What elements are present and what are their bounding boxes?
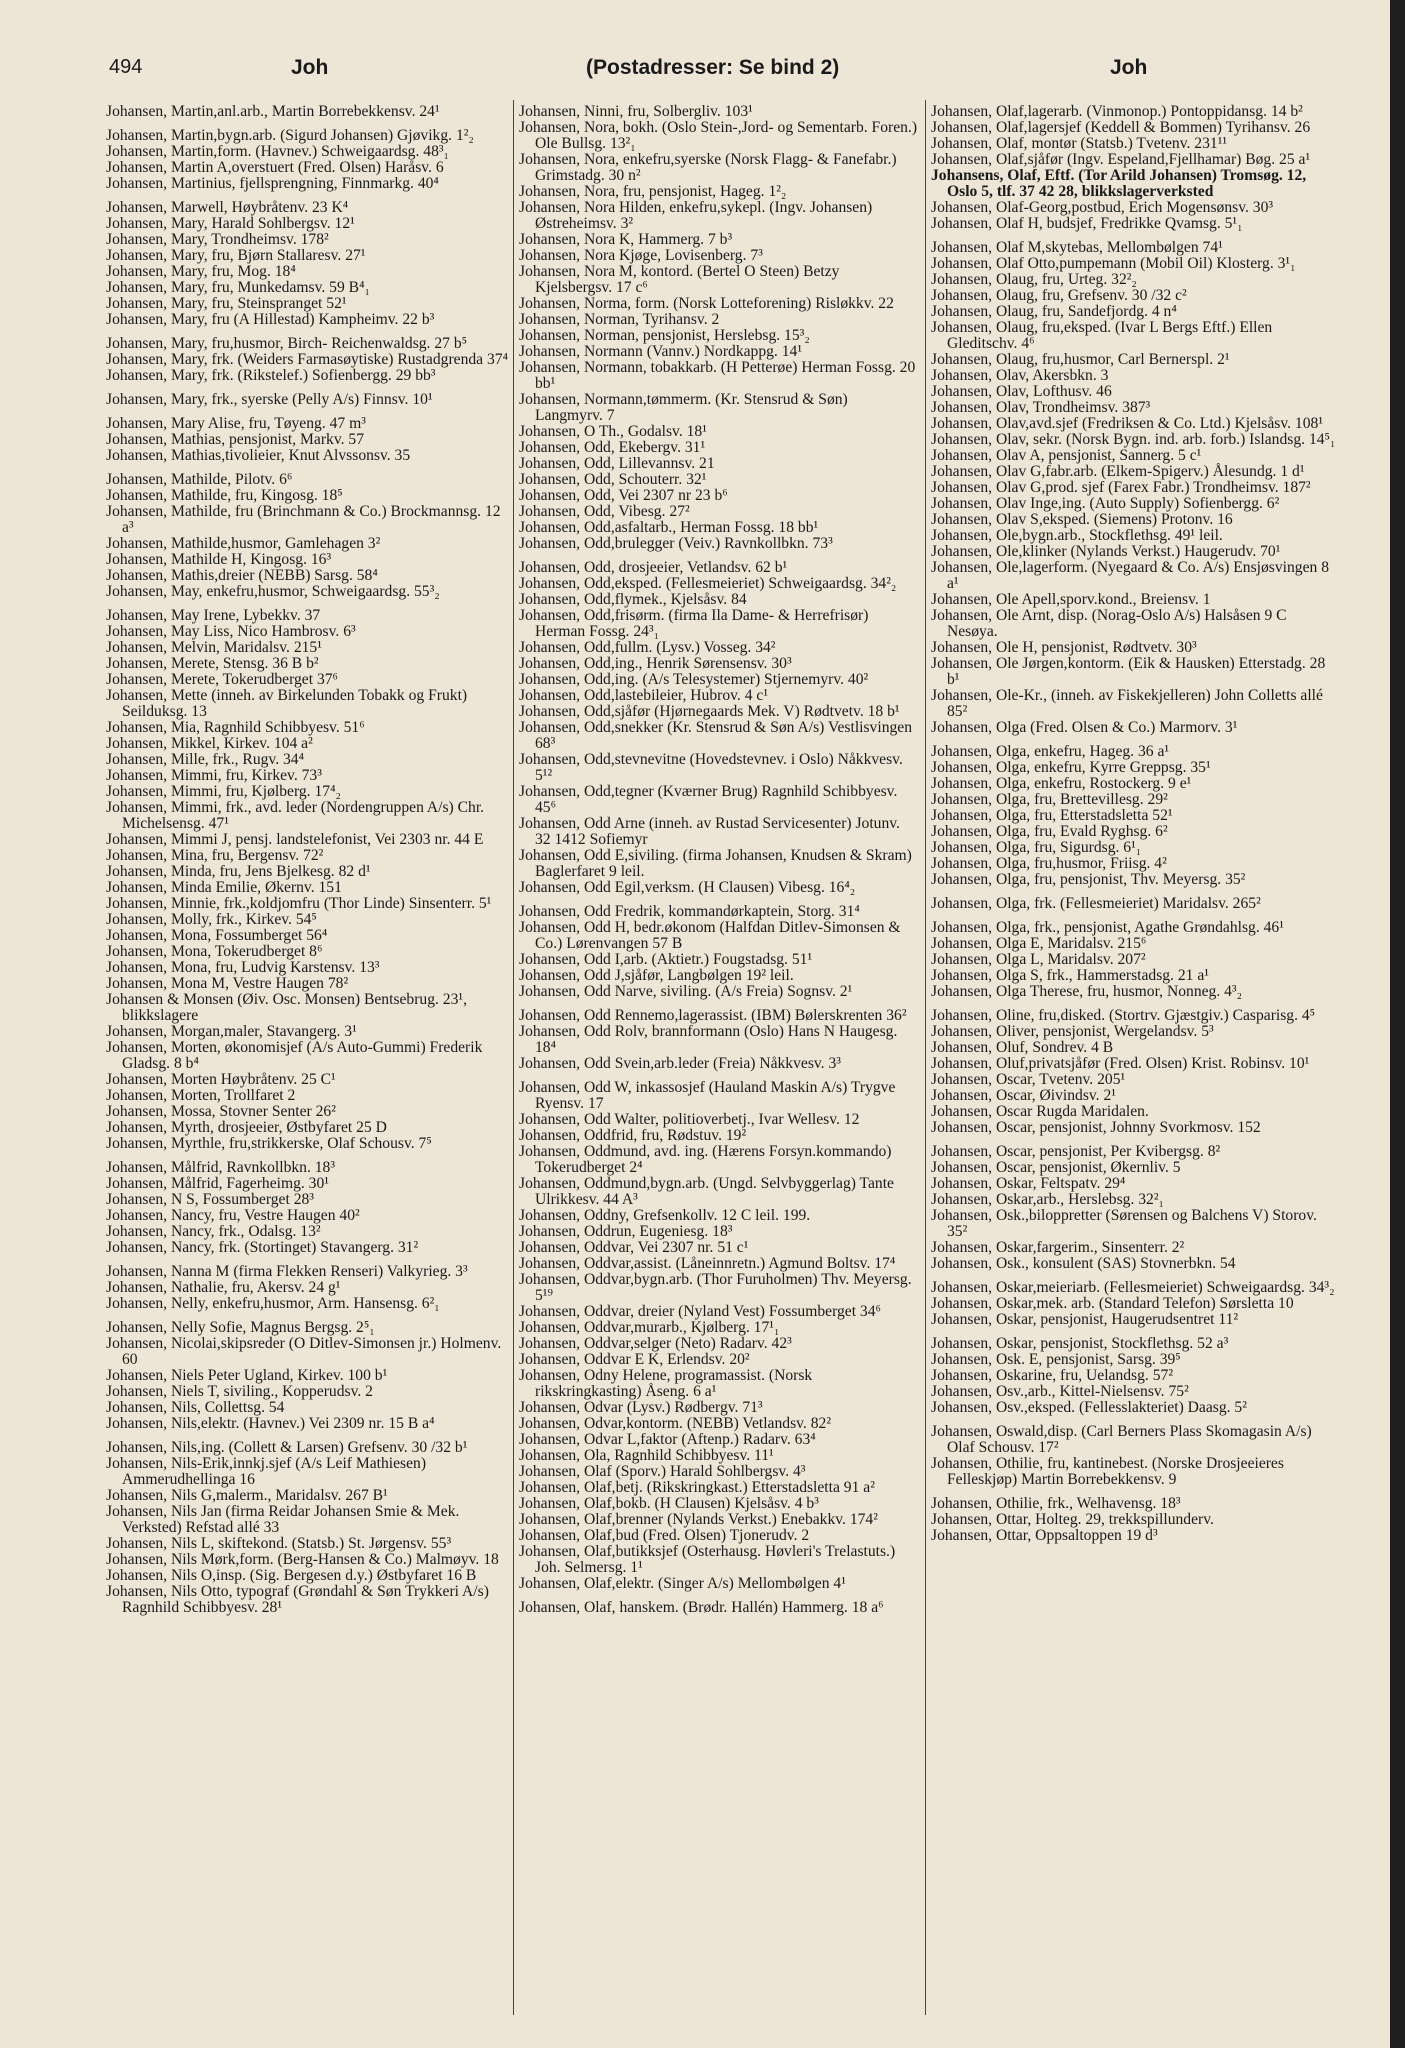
directory-entry: Johansen, Odd, Ekebergv. 31¹ (519, 439, 706, 456)
directory-entry: Johansen, Olaf Otto,pumpemann (Mobil Oil) Klosterg. 3¹₁ (931, 255, 1296, 272)
directory-entry: Johansen, Mary, fru, Mog. 18⁴ (106, 263, 296, 280)
directory-entry: Johansen, O Th., Godalsv. 18¹ (519, 423, 707, 440)
directory-entry: Johansen, Odd, Vibesg. 27² (519, 503, 690, 520)
directory-entry: Johansen, Nancy, frk. (Stortinget) Stavangerg. 31² (106, 1239, 419, 1256)
directory-entry: Johansen, Mathilde,husmor, Gamlehagen 3² (106, 535, 381, 552)
directory-entry: Johansen, Odd Fredrik, kommandørkaptein, Storg. 31⁴ (519, 903, 860, 920)
directory-entry: Johansen, Mona M, Vestre Haugen 78² (106, 975, 349, 992)
directory-entry: Johansen, May, enkefru,husmor, Schweigaardsg. 55³₂ (106, 583, 440, 600)
directory-entry: Johansen, N S, Fossumberget 28³ (106, 1191, 314, 1208)
directory-entry: Johansen, Nora, enkefru,syerske (Norsk Flagg- & Fanefabr.) Grimstadg. 30 n² (519, 151, 897, 184)
directory-entry: Johansen, Othilie, fru, kantinebest. (Norske Drosjeeieres Felleskjøp) Martin Borrebekkensv. 9 (931, 1455, 1284, 1488)
directory-entry: Johansen, Odd,snekker (Kr. Stensrud & Søn A/s) Vestlisvingen 68³ (519, 719, 913, 752)
directory-entry: Johansen, Olaf,bokb. (H Clausen) Kjelsåsv. 4 b³ (519, 1495, 819, 1512)
directory-entry: Johansen, Ottar, Holteg. 29, trekkspillunderv. (931, 1511, 1214, 1528)
directory-entry: Johansen, Olav G,fabr.arb. (Elkem-Spigerv.) Ålesundg. 1 d¹ (931, 463, 1305, 480)
directory-entry: Johansen, Olaf (Sporv.) Harald Sohlbergsv. 4³ (519, 1463, 806, 1480)
directory-entry: Johansen, Minda, fru, Jens Bjelkesg. 82 d¹ (106, 863, 371, 880)
directory-entry: Johansen, Olaf,lagerarb. (Vinmonop.) Pontoppidansg. 14 b² (931, 104, 1303, 120)
directory-entry: Johansen, Oddfrid, fru, Rødstuv. 19² (519, 1127, 747, 1144)
directory-entry: Johansen, Nancy, fru, Vestre Haugen 40² (106, 1207, 360, 1224)
directory-entry: Johansen, Odd Svein,arb.leder (Freia) Nåkkvesv. 3³ (519, 1055, 841, 1072)
directory-entry: Johansen, Olga, fru,husmor, Friisg. 4² (931, 855, 1167, 872)
directory-entry: Johansen, Normann,tømmerm. (Kr. Stensrud & Søn) Langmyrv. 7 (519, 391, 848, 424)
directory-entry: Johansen, Oluf,privatsjåfør (Fred. Olsen) Krist. Robinsv. 10¹ (931, 1055, 1310, 1072)
column-1 (106, 104, 508, 2024)
directory-entry: Johansen, Oddmund,bygn.arb. (Ungd. Selvbyggerlag) Tante Ulrikkesv. 44 A³ (519, 1175, 894, 1208)
directory-entry: Johansen, Ola, Ragnhild Schibbyesv. 11¹ (519, 1447, 774, 1464)
directory-entry: Johansen, Odd,fullm. (Lysv.) Vosseg. 34² (519, 639, 776, 656)
column-2 (519, 104, 919, 2024)
column-3 (931, 104, 1339, 2024)
page-edge (1390, 0, 1405, 2048)
directory-entry: Johansen, Mette (inneh. av Birkelunden Tobakk og Frukt) Seilduksg. 13 (106, 687, 468, 720)
directory-entry: Johansen, Olaf M,skytebas, Mellombølgen 74¹ (931, 239, 1223, 256)
directory-entry: Johansen, Mathias,tivolieier, Knut Alvssonsv. 35 (106, 447, 411, 464)
directory-entry: Johansen, Oskar,meieriarb. (Fellesmeieriet) Schweigaardsg. 34³₂ (931, 1279, 1335, 1296)
directory-entry: Johansen, Olga, enkefru, Kyrre Greppsg. 35¹ (931, 759, 1211, 776)
directory-entry: Johansen, Odd,stevnevitne (Hovedstevnev. i Oslo) Nåkkvesv. 5¹² (519, 751, 903, 784)
directory-entry: Johansen, Olaf, montør (Statsb.) Tvetenv. 231¹¹ (931, 135, 1228, 152)
directory-entry: Johansen, Odd W, inkassosjef (Hauland Maskin A/s) Trygve Ryensv. 17 (519, 1079, 896, 1112)
directory-entry: Johansen, Odd Walter, politioverbetj., Ivar Wellesv. 12 (519, 1111, 860, 1128)
directory-entry: Johansen, Morten Høybråtenv. 25 C¹ (106, 1071, 336, 1088)
directory-entry: Johansen, Olaf,brenner (Nylands Verkst.) Enebakkv. 174² (519, 1511, 878, 1528)
directory-entry: Johansen, Ole Arnt, disp. (Norag-Oslo A/s) Halsåsen 9 C Nesøya. (931, 607, 1287, 640)
directory-entry: Johansen, Nelly, enkefru,husmor, Arm. Hansensg. 6²₁ (106, 1295, 440, 1312)
directory-entry: Johansen, Martin A,overstuert (Fred. Olsen) Haråsv. 6 (106, 159, 444, 176)
directory-entry: Johansen, Olaf, hanskem. (Brødr. Hallén) Hammerg. 18 a⁶ (519, 1599, 884, 1616)
directory-entry: Johansen, Odvar L,faktor (Aftenp.) Radarv. 63⁴ (519, 1431, 816, 1448)
directory-entry: Johansen, Nelly Sofie, Magnus Bergsg. 2⁵₁ (106, 1319, 375, 1336)
directory-entry: Johansen, Olaug, fru, Sandefjordg. 4 n⁴ (931, 303, 1177, 320)
directory-entry: Johansen, Ole-Kr., (inneh. av Fiskekjelleren) John Colletts allé 85² (931, 687, 1323, 720)
directory-entry: Johansen, Osk. E, pensjonist, Sarsg. 39⁵ (931, 1351, 1181, 1368)
directory-entry: Johansen, Olav,avd.sjef (Fredriksen & Co. Ltd.) Kjelsåsv. 108¹ (931, 415, 1323, 432)
directory-entry: Johansen, Olga, fru, Brettevillesg. 29² (931, 791, 1168, 808)
directory-entry: Johansen, Mossa, Stovner Senter 26² (106, 1103, 336, 1120)
directory-entry: Johansen, Olav, Akersbkn. 3 (931, 367, 1109, 384)
directory-entry: Johansen, Mary, Harald Sohlbergsv. 12¹ (106, 215, 355, 232)
directory-entry: Johansen, Mary, fru, Steinspranget 52¹ (106, 295, 347, 312)
directory-entry: Johansen, Mathias, pensjonist, Markv. 57 (106, 431, 364, 448)
directory-entry: Johansen, Mimmi J, pensj. landstelefonist, Vei 2303 nr. 44 E (106, 831, 484, 848)
directory-entry: Johansen, Osv.,eksped. (Fellesslakteriet) Daasg. 5² (931, 1399, 1247, 1416)
directory-entry: Johansen, Olaug, fru, Grefsenv. 30 /32 c² (931, 287, 1187, 304)
directory-entry: Johansen, Olga, frk. (Fellesmeieriet) Maridalsv. 265² (931, 895, 1261, 912)
directory-entry: Johansen, Mona, Fossumberget 56⁴ (106, 927, 328, 944)
directory-entry: Johansen, Oskar, pensjonist, Haugerudsentret 11² (931, 1311, 1239, 1328)
directory-entry: Johansen, Målfrid, Ravnkollbkn. 18³ (106, 1159, 336, 1176)
directory-entry: Johansen, Olaf-Georg,postbud, Erich Mogensønsv. 30³ (931, 199, 1274, 216)
directory-entry: Johansen, Odd,flymek., Kjelsåsv. 84 (519, 591, 747, 608)
directory-entry: Johansen, Odd, Vei 2307 nr 23 b⁶ (519, 487, 728, 504)
directory-entry: Johansen, Nils L, skiftekond. (Statsb.) St. Jørgensv. 55³ (106, 1535, 452, 1552)
directory-entry: Johansen, Mina, fru, Bergensv. 72² (106, 847, 324, 864)
directory-entry: Johansen, Mary, frk. (Rikstelef.) Sofienbergg. 29 bb³ (106, 367, 436, 384)
directory-entry: Johansen, Olga, fru, Etterstadsletta 52¹ (931, 807, 1173, 824)
directory-entry: Johansen, Olav, sekr. (Norsk Bygn. ind. arb. forb.) Islandsg. 14⁵₁ (931, 431, 1336, 448)
directory-entry: Johansen, Niels T, siviling., Kopperudsv. 2 (106, 1383, 373, 1400)
directory-entry: Johansen, Mary, fru (A Hillestad) Kampheimv. 22 b³ (106, 311, 435, 328)
directory-entry: Johansen, Mary, Trondheimsv. 178² (106, 231, 329, 248)
directory-entry: Johansen, Olga Therese, fru, husmor, Nonneg. 4³₂ (931, 983, 1243, 1000)
directory-entry: Johansen, Nils-Erik,innkj.sjef (A/s Leif Mathiesen) Ammerudhellinga 16 (106, 1455, 427, 1488)
directory-entry: Johansen, Oddvar E K, Erlendsv. 20² (519, 1351, 750, 1368)
directory-entry: Johansen, Mille, frk., Rugv. 34⁴ (106, 751, 305, 768)
directory-entry: Johansen, Morten, økonomisjef (A/s Auto-Gummi) Frederik Gladsg. 8 b⁴ (106, 1039, 483, 1072)
directory-entry: Johansen, Nils,elektr. (Havnev.) Vei 2309 nr. 15 B a⁴ (106, 1415, 435, 1432)
directory-entry: Johansen, Olav S,eksped. (Siemens) Protonv. 16 (931, 511, 1233, 528)
directory-entry: Johansen, Mary, fru, Munkedamsv. 59 B⁴₁ (106, 279, 370, 296)
directory-entry: Johansen, Odd,frisørm. (firma Ila Dame- & Herrefrisør) Herman Fossg. 24³₁ (519, 607, 869, 640)
directory-entry: Johansen, Målfrid, Fagerheimg. 30¹ (106, 1175, 329, 1192)
directory-entry: Johansen, Osk.,biloppretter (Sørensen og Balchens V) Storov. 35² (931, 1207, 1317, 1240)
directory-entry: Johansen, Olga L, Maridalsv. 207² (931, 951, 1146, 968)
directory-entry: Johansen, Odvar (Lysv.) Rødbergv. 71³ (519, 1399, 763, 1416)
directory-entry: Johansen, Odd Rennemo,lagerassist. (IBM) Bølerskrenten 36² (519, 1007, 907, 1024)
directory-entry: Johansen, Odd,ing. (A/s Telesystemer) Stjernemyrv. 40² (519, 671, 869, 688)
directory-entry: Johansen, Mathilde H, Kingosg. 16³ (106, 551, 332, 568)
directory-entry: Johansen, Ole Jørgen,kontorm. (Eik & Hausken) Etterstadg. 28 b¹ (931, 655, 1326, 688)
directory-entry: Johansen, Norman, Tyrihansv. 2 (519, 311, 720, 328)
directory-entry: Johansen, Mathilde, fru (Brinchmann & Co.) Brockmannsg. 12 a³ (106, 503, 501, 536)
directory-entry: Johansen, Mimmi, frk., avd. leder (Nordengruppen A/s) Chr. Michelsensg. 47¹ (106, 799, 485, 832)
directory-entry: Johansen, Nils G,malerm., Maridalsv. 267 B¹ (106, 1487, 388, 1504)
directory-entry: Johansen, Oswald,disp. (Carl Berners Plass Skomagasin A/s) Olaf Schousv. 17² (931, 1423, 1312, 1456)
directory-entry: Johansen, Odd Egil,verksm. (H Clausen) Vibesg. 16⁴₂ (519, 879, 856, 896)
directory-entry: Johansen, Olaf,bud (Fred. Olsen) Tjonerudv. 2 (519, 1527, 810, 1544)
directory-entry: Johansen, Olaf,sjåfør (Ingv. Espeland,Fjellhamar) Bøg. 25 a¹ (931, 151, 1311, 168)
directory-entry: Johansen, Molly, frk., Kirkev. 54⁵ (106, 911, 317, 928)
directory-entry: Johansen, Mary, frk. (Weiders Farmasøytiske) Rustadgrenda 37⁴ (106, 351, 508, 368)
directory-entry: Johansen, Mary Alise, fru, Tøyeng. 47 m³ (106, 415, 366, 432)
directory-entry: Johansen, Mona, Tokerudberget 8⁶ (106, 943, 323, 960)
directory-entry: Johansen, Oddvar,assist. (Låneinnretn.) Agmund Boltsv. 17⁴ (519, 1255, 896, 1272)
directory-entry: Johansen, Odd,asfaltarb., Herman Fossg. 18 bb¹ (519, 519, 819, 536)
directory-entry: Johansen, Oluf, Sondrev. 4 B (931, 1039, 1114, 1056)
header-right-word: Joh (1110, 56, 1148, 79)
directory-entry: Johansen, May Liss, Nico Hambrosv. 6³ (106, 623, 356, 640)
directory-entry: Johansen, Mathilde, fru, Kingosg. 18⁵ (106, 487, 343, 504)
directory-entry: Johansen, Odd, Lillevannsv. 21 (519, 455, 715, 472)
directory-entry: Johansen, Odvar,kontorm. (NEBB) Vetlandsv. 82² (519, 1415, 831, 1432)
directory-entry: Johansen, Odd, drosjeeier, Vetlandsv. 62 b¹ (519, 559, 788, 576)
directory-entry: Johansen, Odny Helene, programassist. (Norsk rikskringkasting) Åseng. 6 a¹ (519, 1367, 813, 1400)
directory-entry: Johansen, Ottar, Oppsaltoppen 19 d³ (931, 1527, 1158, 1544)
directory-entry: Johansen, Osv.,arb., Kittel-Nielsensv. 75² (931, 1383, 1189, 1400)
directory-entry: Johansen, Olav, Lofthusv. 46 (931, 383, 1112, 400)
directory-entry: Johansen, Oddmund, avd. ing. (Hærens Forsyn.kommando) Tokerudberget 2⁴ (519, 1143, 892, 1176)
directory-entry: Johansen, Olaug, fru,eksped. (Ivar L Bergs Eftf.) Ellen Gleditschv. 4⁶ (931, 319, 1273, 352)
directory-entry: Johansen, Nora, bokh. (Oslo Stein-,Jord- og Sementarb. Foren.) Ole Bullsg. 13²₁ (519, 119, 918, 152)
directory-entry: Johansen, Odd,brulegger (Veiv.) Ravnkollbkn. 73³ (519, 535, 833, 552)
directory-entry: Johansen, Mia, Ragnhild Schibbyesv. 51⁶ (106, 719, 365, 736)
directory-entry: Johansen, Odd, Schouterr. 32¹ (519, 471, 707, 488)
directory-entry: Johansen, Olaf H, budsjef, Fredrikke Qvamsg. 5¹₁ (931, 215, 1243, 232)
directory-entry: Johansen, Nancy, frk., Odalsg. 13² (106, 1223, 321, 1240)
page-header (105, 56, 1255, 88)
directory-entry: Johansen, Olga, fru, Sigurdsg. 6¹₁ (931, 839, 1142, 856)
directory-entry: Johansen, Olav A, pensjonist, Sannerg. 5 c¹ (931, 447, 1202, 464)
directory-entry: Johansen, Morten, Trollfaret 2 (106, 1087, 296, 1104)
directory-entry: Johansen, Oskar,arb., Herslebsg. 32²₁ (931, 1191, 1164, 1208)
directory-entry: Johansen, Mimmi, fru, Kirkev. 73³ (106, 767, 322, 784)
directory-entry: Johansen, Oline, fru,disked. (Stortrv. Gjæstgiv.) Casparisg. 4⁵ (931, 1007, 1316, 1024)
directory-entry: Johansen, Nils O,insp. (Sig. Bergesen d.y.) Østbyfaret 16 B (106, 1567, 477, 1584)
directory-entry: Johansen, Olga, fru, pensjonist, Thv. Meyersg. 35² (931, 871, 1246, 888)
directory-entry: Johansen & Monsen (Øiv. Osc. Monsen) Bentsebrug. 23¹, blikkslagere (106, 991, 467, 1024)
directory-entry: Johansen, Odd E,siviling. (firma Johansen, Knudsen & Skram) Baglerfaret 9 leil. (519, 847, 912, 880)
directory-entry: Johansen, Oddvar,murarb., Kjølberg. 17¹₁ (519, 1319, 780, 1336)
directory-entry: Johansen, Odd,sjåfør (Hjørnegaards Mek. V) Rødtvetv. 18 b¹ (519, 703, 900, 720)
directory-entry: Johansen, Nicolai,skipsreder (O Ditlev-Simonsen jr.) Holmenv. 60 (106, 1335, 502, 1368)
directory-entry: Johansen, Oscar Rugda Maridalen. (931, 1103, 1149, 1120)
directory-entry: Johansen, Morgan,maler, Stavangerg. 3¹ (106, 1023, 357, 1040)
directory-entry: Johansen, Olaf,butikksjef (Osterhausg. Høvleri's Trelastuts.) Joh. Selmersg. 1¹ (519, 1543, 896, 1576)
directory-entry: Johansen, Nora K, Hammerg. 7 b³ (519, 231, 733, 248)
directory-entry: Johansen, Oskar, Feltspatv. 29⁴ (931, 1175, 1126, 1192)
directory-entry: Johansen, Odd,tegner (Kværner Brug) Ragnhild Schibbyesv. 45⁶ (519, 783, 898, 816)
directory-entry: Johansen, Nanna M (firma Flekken Renseri) Valkyrieg. 3³ (106, 1263, 468, 1280)
directory-entry: Johansens, Olaf, Eftf. (Tor Arild Johansen) Tromsøg. 12, Oslo 5, tlf. 37 42 28, blikkslagerverksted (931, 167, 1307, 200)
directory-entry: Johansen, Olga E, Maridalsv. 215⁶ (931, 935, 1147, 952)
directory-entry: Johansen, Myrth, drosjeeier, Østbyfaret 25 D (106, 1119, 387, 1136)
directory-entry: Johansen, Martinius, fjellsprengning, Finnmarkg. 40⁴ (106, 175, 439, 192)
directory-entry: Johansen, Odd H, bedr.økonom (Halfdan Ditlev-Simonsen & Co.) Lørenvangen 57 B (519, 919, 901, 952)
directory-entry: Johansen, Martin,bygn.arb. (Sigurd Johansen) Gjøvikg. 1²₂ (106, 127, 474, 144)
directory-entry: Johansen, Nora M, kontord. (Bertel O Steen) Betzy Kjelsbergsv. 17 c⁶ (519, 263, 840, 296)
directory-entry: Johansen, Martin,form. (Havnev.) Schweigaardsg. 48³₁ (106, 143, 449, 160)
directory-entry: Johansen, Oskarine, fru, Uelandsg. 57² (931, 1367, 1173, 1384)
column-divider (513, 100, 514, 2015)
directory-entry: Johansen, Odd,eksped. (Fellesmeieriet) Schweigaardsg. 34²₂ (519, 575, 897, 592)
directory-entry: Johansen, Mathis,dreier (NEBB) Sarsg. 58⁴ (106, 567, 378, 584)
directory-entry: Johansen, Olga, fru, Evald Ryghsg. 6² (931, 823, 1168, 840)
directory-entry: Johansen, Oscar, pensjonist, Per Kvibergsg. 8² (931, 1143, 1221, 1160)
directory-entry: Johansen, Oddvar,bygn.arb. (Thor Furuholmen) Thv. Meyersg. 5¹⁹ (519, 1271, 912, 1304)
directory-entry: Johansen, Olav G,prod. sjef (Farex Fabr.) Trondheimsv. 187² (931, 479, 1311, 496)
column-divider (925, 100, 926, 2015)
directory-entry: Johansen, Nora Kjøge, Lovisenberg. 7³ (519, 247, 763, 264)
directory-entry: Johansen, Oddrun, Eugeniesg. 18³ (519, 1223, 733, 1240)
header-center: (Postadresser: Se bind 2) (586, 56, 840, 79)
directory-entry: Johansen, Minda Emilie, Økernv. 151 (106, 879, 342, 896)
directory-entry: Johansen, Nils Jan (firma Reidar Johansen Smie & Mek. Verksted) Refstad allé 33 (106, 1503, 460, 1536)
directory-entry: Johansen, Melvin, Maridalsv. 215¹ (106, 639, 322, 656)
directory-entry: Johansen, Oskar,mek. arb. (Standard Telefon) Sørsletta 10 (931, 1295, 1294, 1312)
directory-entry: Johansen, May Irene, Lybekkv. 37 (106, 607, 321, 624)
directory-entry: Johansen, Oscar, pensjonist, Økernliv. 5 (931, 1159, 1181, 1176)
directory-entry: Johansen, Odd,ing., Henrik Sørensensv. 30³ (519, 655, 792, 672)
directory-entry: Johansen, Mary, fru, Bjørn Stallaresv. 27¹ (106, 247, 366, 264)
directory-entry: Johansen, Niels Peter Ugland, Kirkev. 100 b¹ (106, 1367, 388, 1384)
directory-entry: Johansen, Oddvar, dreier (Nyland Vest) Fossumberget 34⁶ (519, 1303, 881, 1320)
directory-entry: Johansen, Martin,anl.arb., Martin Borrebekkensv. 24¹ (106, 104, 440, 120)
directory-entry: Johansen, Myrthle, fru,strikkerske, Olaf Schousv. 7⁵ (106, 1135, 432, 1152)
directory-entry: Johansen, Norma, form. (Norsk Lotteforening) Risløkkv. 22 (519, 295, 894, 312)
directory-entry: Johansen, Nils Otto, typograf (Grøndahl & Søn Trykkeri A/s) Ragnhild Schibbyesv. 28¹ (106, 1583, 489, 1616)
directory-entry: Johansen, Ole,bygn.arb., Stockflethsg. 49¹ leil. (931, 527, 1223, 544)
directory-entry: Johansen, Olaug, fru, Urteg. 32²₂ (931, 271, 1137, 288)
directory-entry: Johansen, Olaf,elektr. (Singer A/s) Mellombølgen 4¹ (519, 1575, 846, 1592)
directory-entry: Johansen, Olav Inge,ing. (Auto Supply) Sofienbergg. 6² (931, 495, 1280, 512)
directory-entry: Johansen, Oskar, pensjonist, Stockflethsg. 52 a³ (931, 1335, 1229, 1352)
directory-entry: Johansen, Nathalie, fru, Akersv. 24 g¹ (106, 1279, 341, 1296)
directory-entry: Johansen, Nora, fru, pensjonist, Hageg. 1²₂ (519, 183, 787, 200)
directory-entry: Johansen, Odd Narve, siviling. (A/s Freia) Sognsv. 2¹ (519, 983, 853, 1000)
directory-entry: Johansen, Othilie, frk., Welhavensg. 18³ (931, 1495, 1181, 1512)
directory-entry: Johansen, Odd Arne (inneh. av Rustad Servicesenter) Jotunv. 32 1412 Sofiemyr (519, 815, 900, 848)
directory-entry: Johansen, Olga (Fred. Olsen & Co.) Marmorv. 3¹ (931, 719, 1238, 736)
directory-entry: Johansen, Olga, frk., pensjonist, Agathe Grøndahlsg. 46¹ (931, 919, 1284, 936)
directory-entry: Johansen, Oddny, Grefsenkollv. 12 C leil. 199. (519, 1207, 811, 1224)
directory-entry: Johansen, Nils Mørk,form. (Berg-Hansen & Co.) Malmøyv. 18 (106, 1551, 499, 1568)
directory-entry: Johansen, Oddvar,selger (Neto) Radarv. 42³ (519, 1335, 792, 1352)
directory-entry: Johansen, Oliver, pensjonist, Wergelandsv. 5³ (931, 1023, 1214, 1040)
directory-entry: Johansen, Ole Apell,sporv.kond., Breiensv. 1 (931, 591, 1211, 608)
directory-entry: Johansen, Ole,lagerform. (Nyegaard & Co. A/s) Ensjøsvingen 8 a¹ (931, 559, 1329, 592)
directory-entry: Johansen, Olaf,betj. (Rikskringkast.) Etterstadsletta 91 a² (519, 1479, 875, 1496)
directory-entry: Johansen, Normann (Vannv.) Nordkappg. 14¹ (519, 343, 802, 360)
directory-entry: Johansen, Odd I,arb. (Aktietr.) Fougstadsg. 51¹ (519, 951, 813, 968)
directory-entry: Johansen, Ole,klinker (Nylands Verkst.) Haugerudv. 70¹ (931, 543, 1281, 560)
directory-entry: Johansen, Nils, Collettsg. 54 (106, 1399, 285, 1416)
directory-entry: Johansen, Mary, frk., syerske (Pelly A/s) Finnsv. 10¹ (106, 391, 433, 408)
directory-entry: Johansen, Oskar,fargerim., Sinsenterr. 2² (931, 1239, 1185, 1256)
directory-entry: Johansen, Mathilde, Pilotv. 6⁶ (106, 471, 293, 488)
directory-entry: Johansen, Mona, fru, Ludvig Karstensv. 13³ (106, 959, 380, 976)
directory-entry: Johansen, Odd Rolv, brannformann (Oslo) Hans N Haugesg. 18⁴ (519, 1023, 898, 1056)
directory-entry: Johansen, Odd J,sjåfør, Langbølgen 19² leil. (519, 967, 794, 984)
directory-entry: Johansen, Nora Hilden, enkefru,sykepl. (Ingv. Johansen) Østreheimsv. 3² (519, 199, 873, 232)
directory-entry: Johansen, Ole H, pensjonist, Rødtvetv. 30³ (931, 639, 1197, 656)
directory-entry: Johansen, Minnie, frk.,koldjomfru (Thor Linde) Sinsenterr. 5¹ (106, 895, 492, 912)
directory-entry: Johansen, Oscar, pensjonist, Johnny Svorkmosv. 152 (931, 1119, 1261, 1136)
directory-entry: Johansen, Osk., konsulent (SAS) Stovnerbkn. 54 (931, 1255, 1236, 1272)
directory-entry: Johansen, Mimmi, fru, Kjølberg. 17⁴₂ (106, 783, 341, 800)
directory-entry: Johansen, Merete, Tokerudberget 37⁶ (106, 671, 338, 688)
directory-entry: Johansen, Oscar, Tvetenv. 205¹ (931, 1071, 1126, 1088)
directory-entry: Johansen, Marwell, Høybråtenv. 23 K⁴ (106, 199, 349, 216)
directory-entry: Johansen, Olaug, fru,husmor, Carl Bernerspl. 2¹ (931, 351, 1230, 368)
directory-entry: Johansen, Oddvar, Vei 2307 nr. 51 c¹ (519, 1239, 749, 1256)
directory-entry: Johansen, Oscar, Øivindsv. 2¹ (931, 1087, 1116, 1104)
directory-entry: Johansen, Olaf,lagersjef (Keddell & Bommen) Tyrihansv. 26 (931, 119, 1311, 136)
directory-entry: Johansen, Ninni, fru, Solbergliv. 103¹ (519, 104, 753, 120)
directory-entry: Johansen, Odd,lastebileier, Hubrov. 4 c¹ (519, 687, 769, 704)
directory-entry: Johansen, Nils,ing. (Collett & Larsen) Grefsenv. 30 /32 b¹ (106, 1439, 468, 1456)
directory-entry: Johansen, Mikkel, Kirkev. 104 a² (106, 735, 313, 752)
directory-entry: Johansen, Norman, pensjonist, Herslebsg. 15³₂ (519, 327, 810, 344)
directory-entry: Johansen, Olga, enkefru, Rostockerg. 9 e¹ (931, 775, 1192, 792)
directory-entry: Johansen, Olga, enkefru, Hageg. 36 a¹ (931, 743, 1170, 760)
header-left-word: Joh (291, 56, 329, 79)
directory-entry: Johansen, Merete, Stensg. 36 B b² (106, 655, 319, 672)
directory-entry: Johansen, Normann, tobakkarb. (H Petterøe) Herman Fossg. 20 bb¹ (519, 359, 916, 392)
directory-entry: Johansen, Olav, Trondheimsv. 387³ (931, 399, 1151, 416)
directory-entry: Johansen, Mary, fru,husmor, Birch- Reichenwaldsg. 27 b⁵ (106, 335, 468, 352)
directory-entry: Johansen, Olga S, frk., Hammerstadsg. 21 a¹ (931, 967, 1209, 984)
page-number: 494 (109, 56, 143, 78)
